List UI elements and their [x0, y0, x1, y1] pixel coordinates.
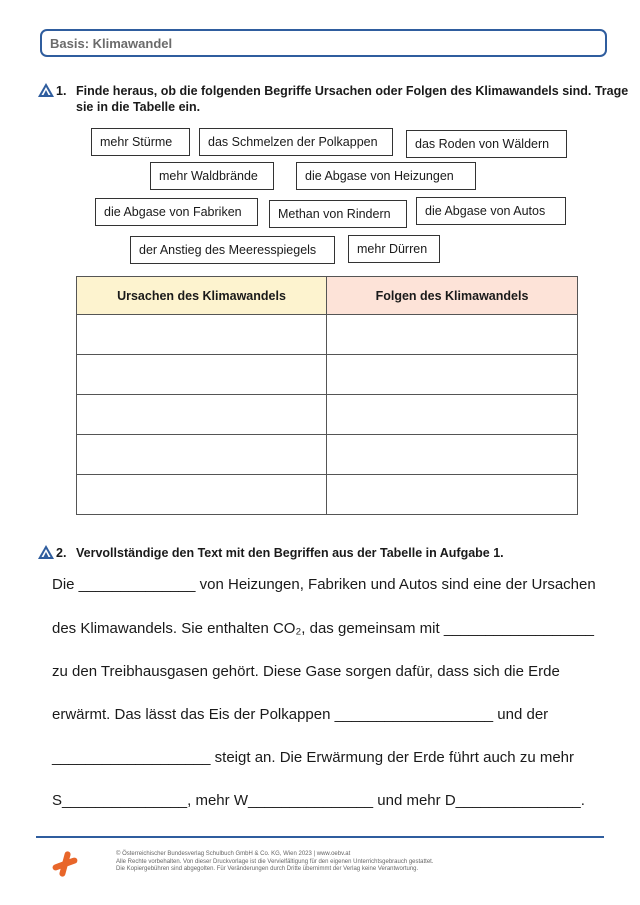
footer-divider [36, 836, 604, 838]
task-number: 2. [56, 546, 67, 560]
table-row [77, 355, 578, 395]
cause-cell[interactable] [77, 435, 327, 475]
effect-cell[interactable] [327, 435, 578, 475]
task-instruction: Finde heraus, ob die folgenden Begriffe Ursachen oder Folgen des Klimawandels sind. Trage sie in die Tabelle ein. [76, 84, 629, 114]
column-header-effects: Folgen des Klimawandels [327, 277, 578, 315]
term-card[interactable]: das Schmelzen der Polkappen [199, 128, 393, 156]
column-header-causes: Ursachen des Klimawandels [77, 277, 327, 315]
copyright-notice: © Österreichischer Bundesverlag Schulbuch GmbH & Co. KG, Wien 2023 | www.oebv.at Alle Rechte vorbehalten. Von dieser Druckvorlage ist die Vervielfältigung für den eigenen Unterrichtsgebrauch gestattet. Die Kopiergebühren sind abgegolten. Für Veränderungen durch Dritte übernimmt der Verlag keine Verantwortung. [116, 851, 434, 872]
publisher-logo-icon [50, 849, 80, 879]
cloze-line: Die ______________ von Heizungen, Fabriken und Autos sind eine der Ursachen [52, 576, 596, 593]
term-card[interactable]: das Roden von Wäldern [406, 130, 567, 158]
cause-cell[interactable] [77, 355, 327, 395]
table-row [77, 435, 578, 475]
effect-cell[interactable] [327, 355, 578, 395]
term-card[interactable]: die Abgase von Fabriken [95, 198, 258, 226]
cause-cell[interactable] [77, 475, 327, 515]
table-row [77, 475, 578, 515]
effect-cell[interactable] [327, 475, 578, 515]
cloze-line: erwärmt. Das lässt das Eis der Polkappen ___________________ und der [52, 706, 549, 723]
difficulty-triangle-icon [38, 545, 54, 559]
term-card[interactable]: Methan von Rindern [269, 200, 407, 228]
term-card[interactable]: die Abgase von Autos [416, 197, 566, 225]
cloze-line: des Klimawandels. Sie enthalten CO₂, das gemeinsam mit __________________ [52, 620, 594, 637]
term-card[interactable]: mehr Stürme [91, 128, 190, 156]
term-card[interactable]: mehr Waldbrände [150, 162, 274, 190]
table-row [77, 315, 578, 355]
effect-cell[interactable] [327, 395, 578, 435]
cloze-line: zu den Treibhausgasen gehört. Diese Gase sorgen dafür, dass sich die Erde [52, 663, 560, 680]
cloze-line: S_______________, mehr W_______________ und mehr D_______________. [52, 792, 585, 809]
worksheet-title: Basis: Klimawandel [40, 29, 607, 57]
cause-cell[interactable] [77, 315, 327, 355]
effect-cell[interactable] [327, 315, 578, 355]
sorting-table [76, 276, 578, 515]
cloze-line: ___________________ steigt an. Die Erwärmung der Erde führt auch zu mehr [52, 749, 575, 766]
term-card[interactable]: der Anstieg des Meeresspiegels [130, 236, 335, 264]
cause-cell[interactable] [77, 395, 327, 435]
difficulty-triangle-icon [38, 83, 54, 97]
term-card[interactable]: die Abgase von Heizungen [296, 162, 476, 190]
term-card[interactable]: mehr Dürren [348, 235, 440, 263]
task-number: 1. [56, 84, 67, 98]
task-instruction: Vervollständige den Text mit den Begriffen aus der Tabelle in Aufgabe 1. [76, 546, 504, 560]
table-row [77, 395, 578, 435]
